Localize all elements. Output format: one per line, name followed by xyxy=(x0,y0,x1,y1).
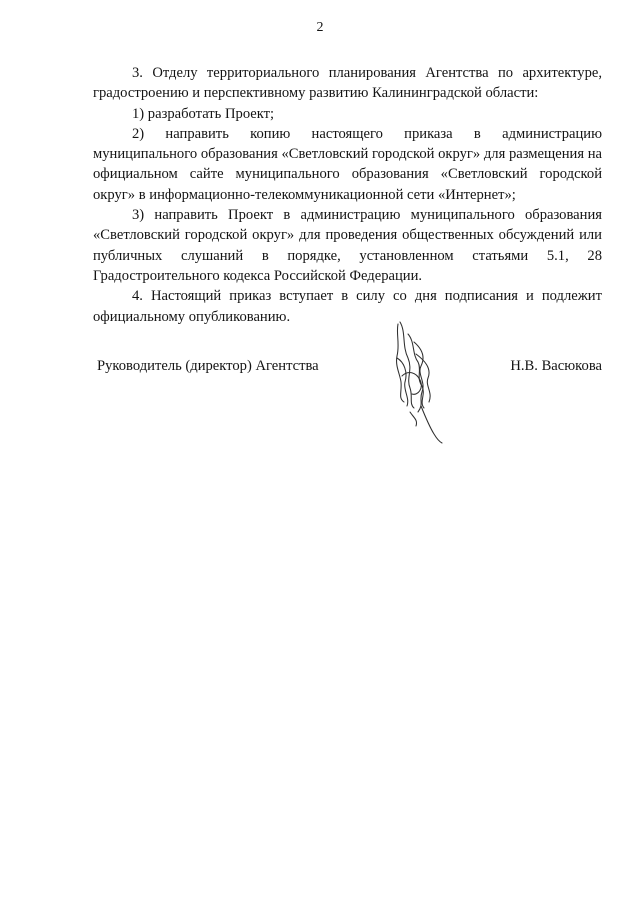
subparagraph-send-copy: 2) направить копию настоящего приказа в администрацию муниципального образования «Светловский городской округ» для размещения на официальном сайте муниципального образования «Светловский городской округ» в информационно-телекоммуникационной сети «Интернет»; xyxy=(93,125,602,203)
subparagraph-develop-project: 1) разработать Проект; xyxy=(132,105,275,122)
subparagraph-send-project: 3) направить Проект в администрацию муниципального образования «Светловский городской округ» для проведения общественных обсуждений или публичных слушаний в порядке, установленном статьями 5.1, 28 Градостроительного кодекса Российской Федерации. xyxy=(93,207,602,284)
page-number: 2 xyxy=(316,20,324,35)
paragraph-item-4: 4. Настоящий приказ вступает в силу со дня подписания и подлежит официальному опубликованию. xyxy=(93,288,602,325)
order-body xyxy=(93,63,602,327)
signatory-name: Н.В. Васюкова xyxy=(510,358,602,374)
signature-block xyxy=(93,356,602,380)
handwritten-signature xyxy=(388,316,446,444)
signatory-title: Руководитель (директор) Агентства xyxy=(97,358,319,374)
paragraph-item-3: 3. Отделу территориального планирования Агентства по архитектуре, градостроению и перспективному развитию Калининградской области: xyxy=(93,65,602,102)
